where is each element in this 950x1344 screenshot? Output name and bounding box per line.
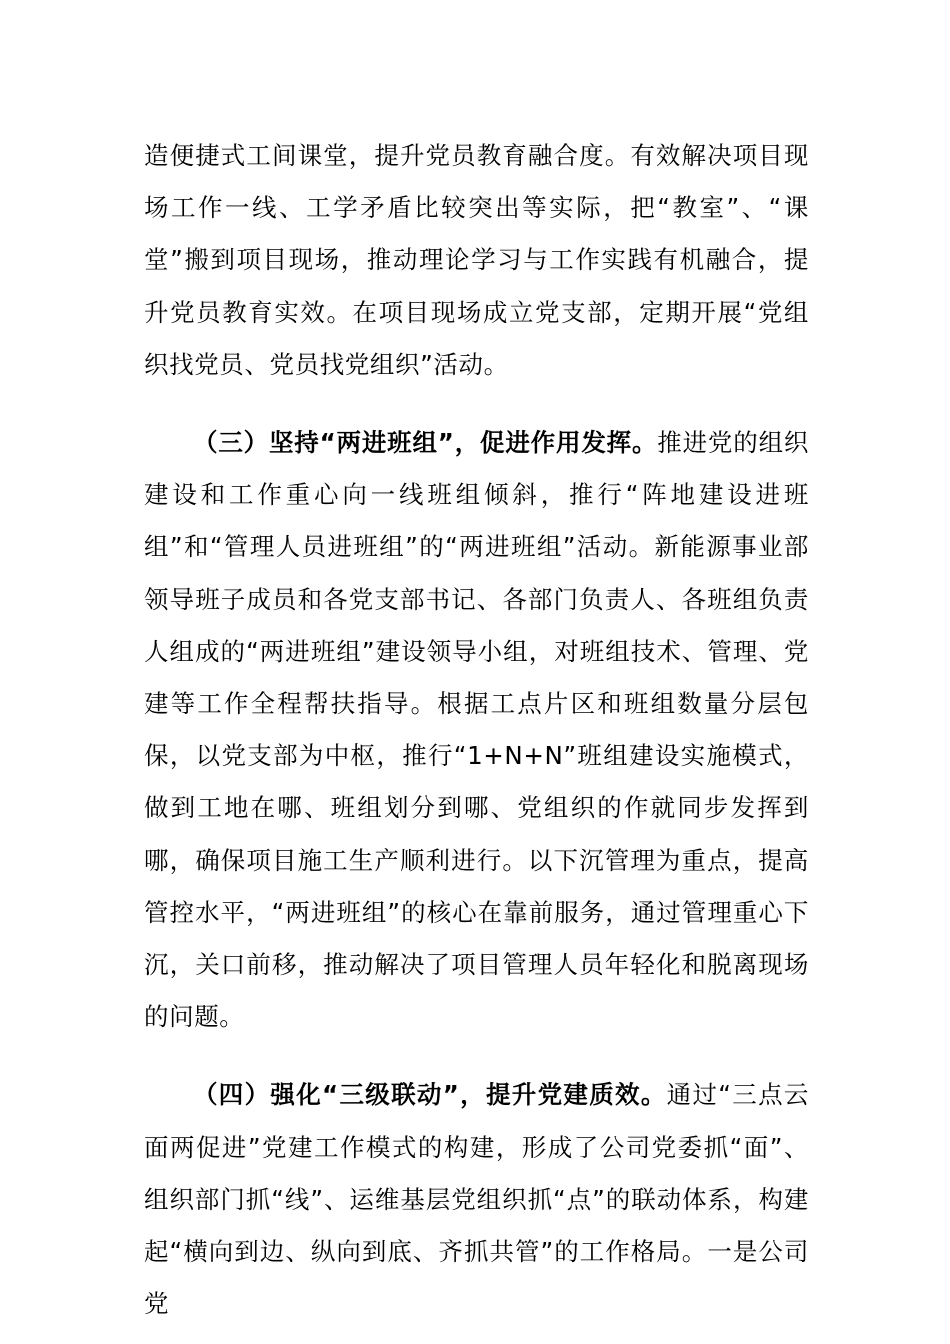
- section-heading-3: （三）坚持“两进班组”，促进作用发挥。: [193, 428, 658, 458]
- paragraph-3-text: 通过“三点云面两促进”党建工作模式的构建，形成了公司党委抓“面”、组织部门抓“线”、运维基层党组织抓“点”的联动体系，构建起“横向到边、纵向到底、齐抓共管”的工作格局。一是公司党: [144, 1080, 809, 1319]
- paragraph-spacer: [144, 1043, 809, 1069]
- paragraph-1: [144, 130, 809, 391]
- paragraph-spacer: [144, 391, 809, 417]
- paragraph-2: [144, 417, 809, 1043]
- paragraph-3: [144, 1069, 809, 1330]
- paragraph-1-text: 造便捷式工间课堂，提升党员教育融合度。有效解决项目现场工作一线、工学矛盾比较突出等实际，把“教室”、“课堂”搬到项目现场，推动理论学习与工作实践有机融合，提升党员教育实效。在项目现场成立党支部，定期开展“党组织找党员、党员找党组织”活动。: [144, 141, 809, 379]
- paragraph-2-text: 推进党的组织建设和工作重心向一线班组倾斜，推行“阵地建设进班组”和“管理人员进班组”的“两进班组”活动。新能源事业部领导班子成员和各党支部书记、各部门负责人、各班组负责人组成的“两进班组”建设领导小组，对班组技术、管理、党建等工作全程帮扶指导。根据工点片区和班组数量分层包保，以党支部为中枢，推行“1+N+N”班组建设实施模式，做到工地在哪、班组划分到哪、党组织的作就同步发挥到哪，确保项目施工生产顺利进行。以下沉管理为重点，提高管控水平，“两进班组”的核心在靠前服务，通过管理重心下沉，关口前移，推动解决了项目管理人员年轻化和脱离现场的问题。: [144, 428, 809, 1032]
- document-body: [144, 130, 809, 1330]
- section-heading-4: （四）强化“三级联动”，提升党建质效。: [193, 1080, 667, 1110]
